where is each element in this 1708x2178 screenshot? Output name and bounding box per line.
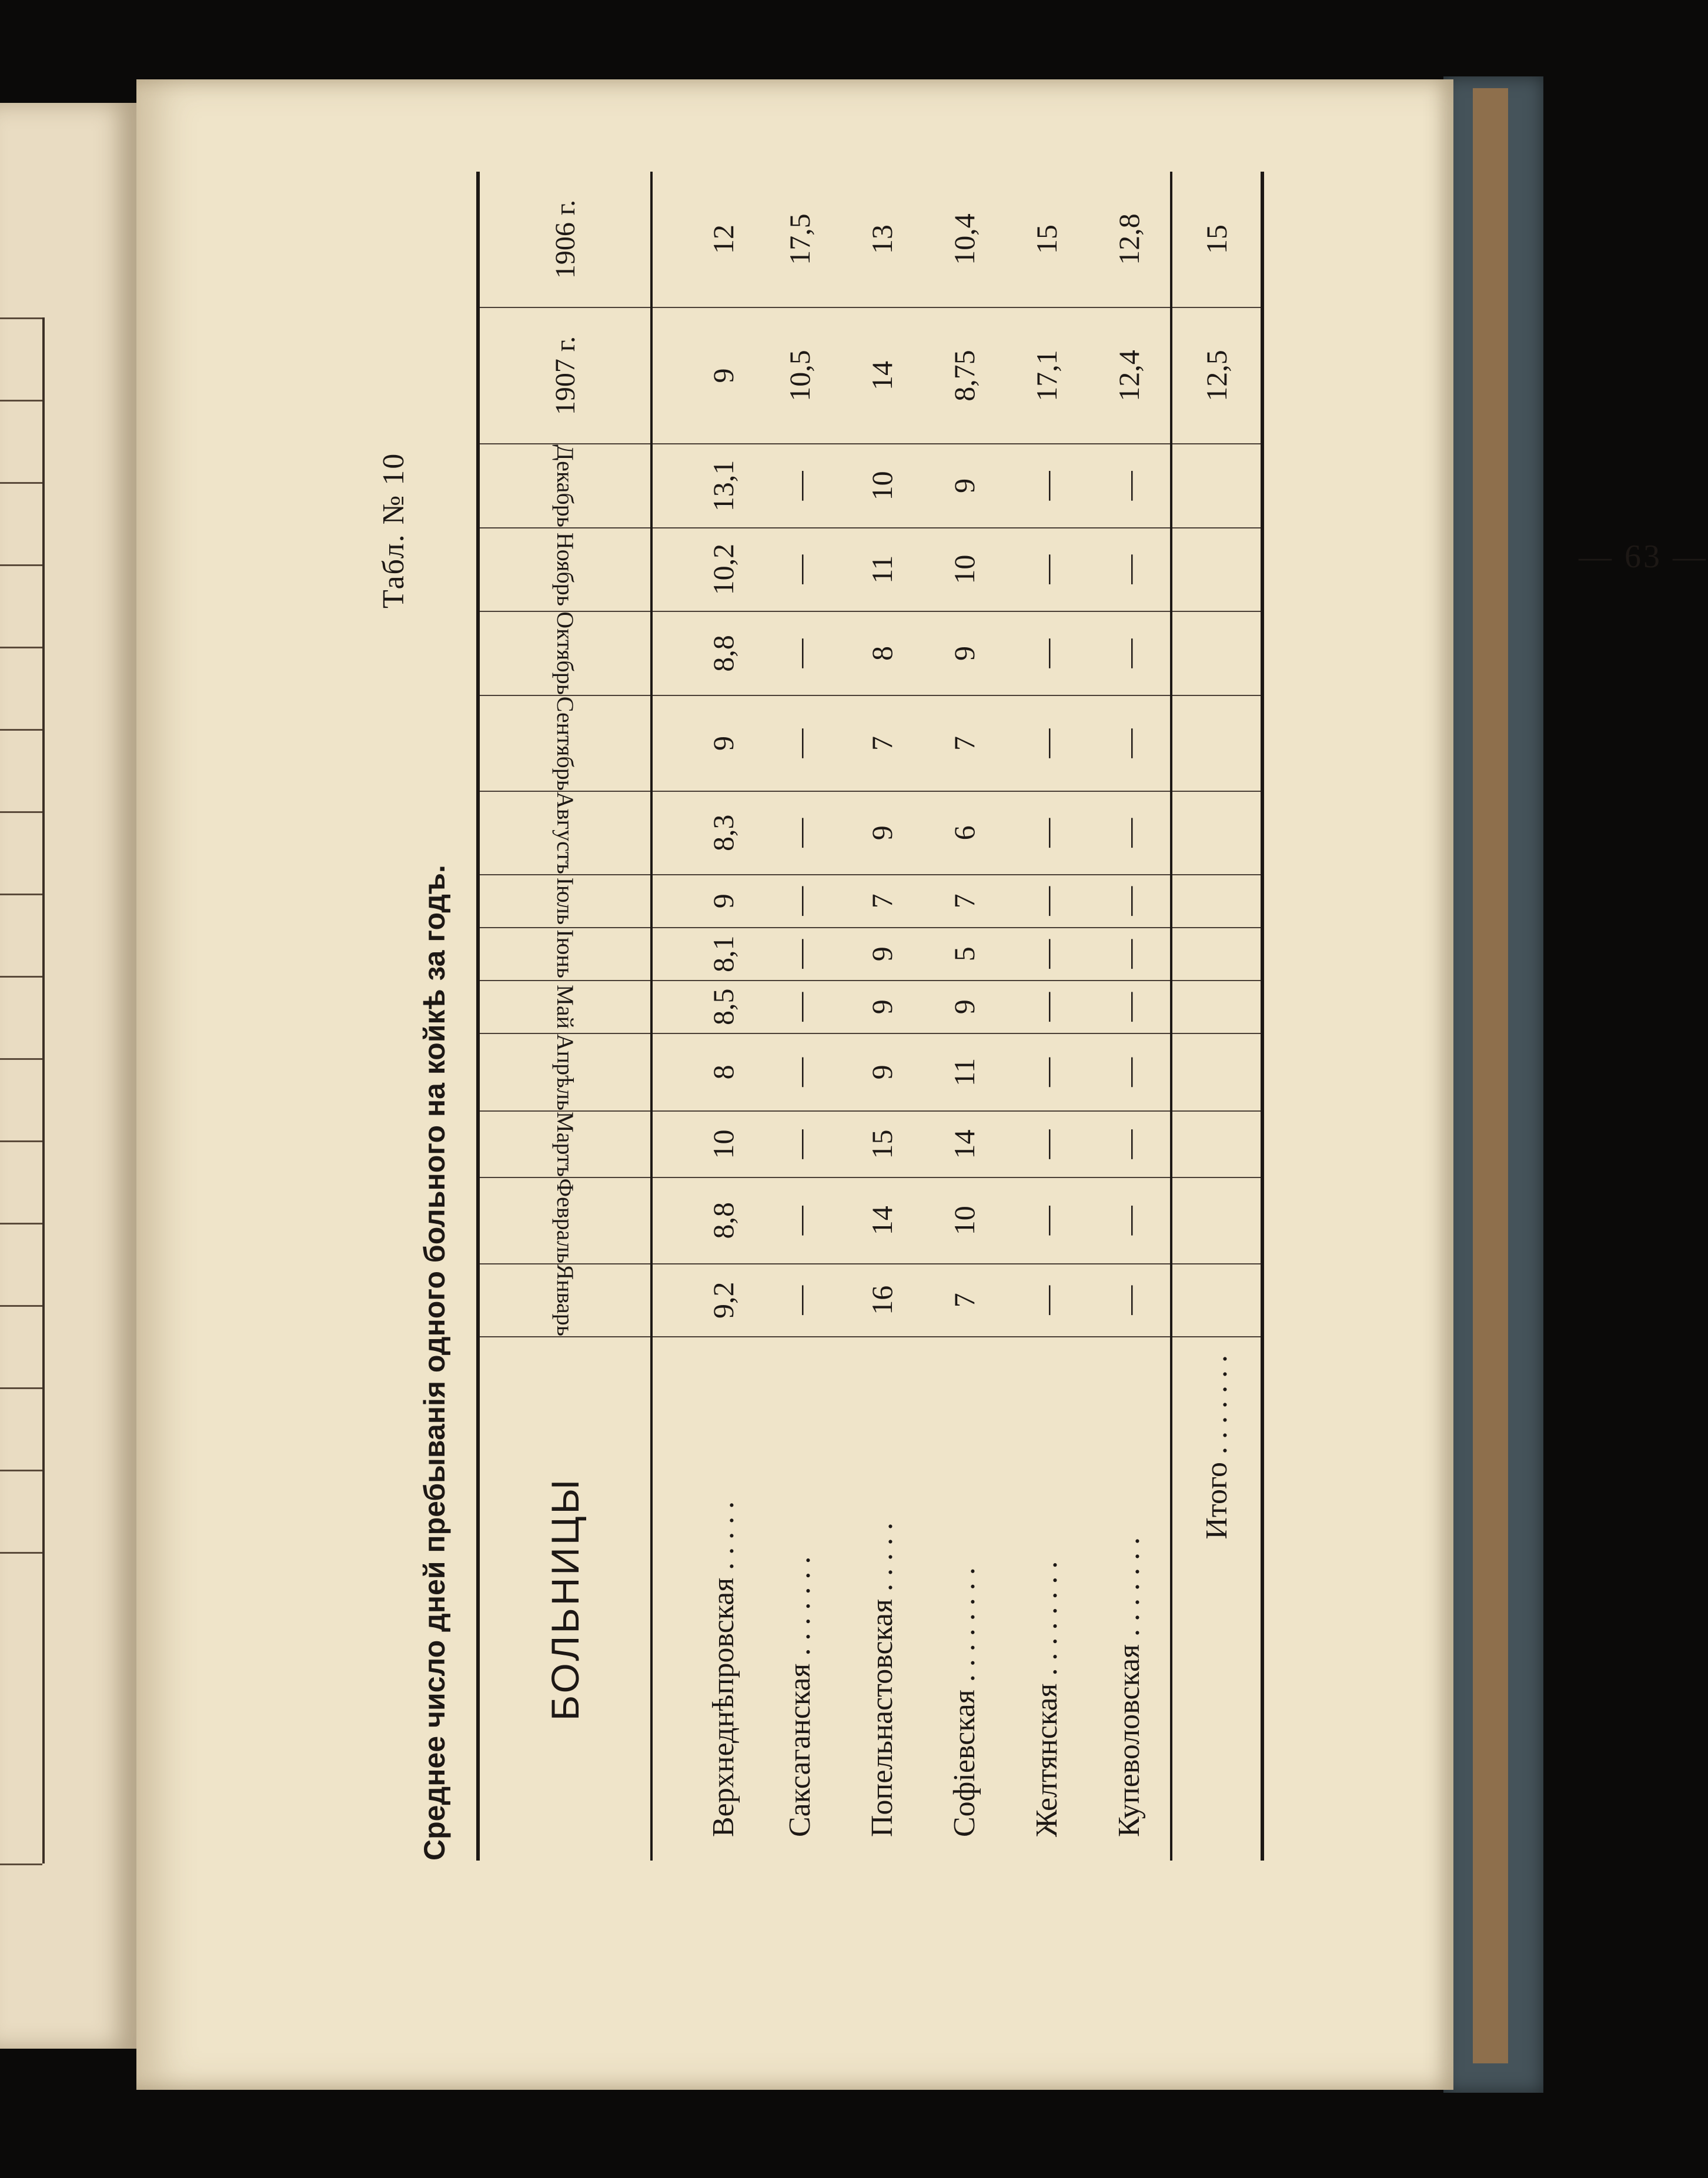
table-row: [651, 172, 758, 1861]
total-1907-value: 12,5: [1171, 307, 1262, 444]
hospital-name: Саксаганская . . . . . . .: [783, 1556, 817, 1837]
month-value: 7: [923, 695, 1005, 791]
left-page-rule: [0, 1058, 42, 1060]
month-header-label: Декабрь: [551, 444, 579, 527]
month-value: 8,8: [651, 1177, 758, 1264]
month-value: —: [1088, 981, 1171, 1033]
left-page-rule: [0, 729, 42, 731]
month-value: 9: [651, 695, 758, 791]
month-value: 9: [923, 611, 1005, 696]
month-value: 14: [841, 1177, 923, 1264]
month-value: —: [1005, 444, 1088, 528]
month-header-label: Февраль: [551, 1177, 579, 1263]
month-value: —: [1088, 1111, 1171, 1177]
month-header: [478, 791, 651, 875]
left-page-rule: [0, 1863, 42, 1865]
month-header-label: Сентябрь: [551, 696, 579, 791]
table-caption: Табл. № 10: [377, 452, 410, 608]
table-row: [923, 172, 1005, 1861]
month-value: —: [1088, 875, 1171, 928]
month-header-label: Августъ: [551, 791, 579, 874]
year-1906-value: 15: [1005, 172, 1088, 307]
month-value: —: [1088, 528, 1171, 611]
page-number: — 63 —: [1579, 538, 1708, 575]
month-value: 13,1: [651, 444, 758, 528]
hospital-column-header: [478, 1337, 651, 1861]
month-value: 15: [841, 1111, 923, 1177]
month-value: —: [1005, 1177, 1088, 1264]
month-value: —: [1005, 875, 1088, 928]
hospital-stay-table: [476, 172, 1264, 1861]
month-value: —: [1088, 444, 1171, 528]
empty-cell: [1171, 695, 1262, 791]
month-value: —: [758, 875, 841, 928]
month-value: —: [1088, 1033, 1171, 1111]
table-row: [841, 172, 923, 1861]
month-header: [478, 1111, 651, 1177]
year-1907-value: 12,4: [1088, 307, 1171, 444]
left-page-column-line: [42, 317, 45, 1863]
month-value: —: [1088, 695, 1171, 791]
hospital-name: Верхнеднѣпровская . . . . .: [706, 1501, 740, 1837]
month-value: 8: [841, 611, 923, 696]
hospital-header-label: БОЛЬНИЦЫ: [543, 1477, 587, 1721]
month-header: [478, 695, 651, 791]
hospital-name: Купеволовская . . . . . . .: [1112, 1537, 1146, 1837]
month-header-label: Мартъ: [551, 1112, 579, 1177]
month-value: 9: [841, 981, 923, 1033]
empty-cell: [1171, 981, 1262, 1033]
month-value: 7: [841, 875, 923, 928]
empty-cell: [1171, 875, 1262, 928]
left-page-rule: [0, 482, 42, 484]
left-page-rule: [0, 1470, 42, 1471]
month-value: —: [1005, 695, 1088, 791]
left-page-rule: [0, 976, 42, 978]
year-1907-value: 17,1: [1005, 307, 1088, 444]
month-value: —: [1088, 791, 1171, 875]
left-page-rule: [0, 647, 42, 648]
month-value: 10: [923, 528, 1005, 611]
month-value: 14: [923, 1111, 1005, 1177]
empty-cell: [1171, 1177, 1262, 1264]
month-value: 10,2: [651, 528, 758, 611]
month-value: 9: [923, 444, 1005, 528]
left-page-rule: [0, 1387, 42, 1389]
month-value: —: [758, 1111, 841, 1177]
empty-cell: [1171, 528, 1262, 611]
month-value: 8,5: [651, 981, 758, 1033]
empty-cell: [1171, 1111, 1262, 1177]
month-value: —: [758, 1177, 841, 1264]
year-1906-value: 12,8: [1088, 172, 1171, 307]
month-value: 9: [841, 928, 923, 981]
empty-cell: [1171, 1033, 1262, 1111]
month-header-label: Апрѣль: [551, 1033, 579, 1111]
month-value: 6: [923, 791, 1005, 875]
month-value: 8,3: [651, 791, 758, 875]
month-header: [478, 1264, 651, 1337]
year-1906-header: 1906 г.: [478, 172, 651, 307]
month-value: —: [1005, 611, 1088, 696]
month-value: —: [758, 1033, 841, 1111]
total-label: Итого . . . . . . .: [1171, 1337, 1262, 1861]
month-header: [478, 1177, 651, 1264]
month-value: 9: [841, 1033, 923, 1111]
book-page: [136, 79, 1708, 2090]
year-1907-value: 14: [841, 307, 923, 444]
month-header: [478, 528, 651, 611]
hospital-name: Попельнастовская . . . . .: [865, 1523, 899, 1837]
month-value: —: [1088, 1177, 1171, 1264]
table-row: [758, 172, 841, 1861]
month-value: —: [1005, 928, 1088, 981]
month-value: 9: [841, 791, 923, 875]
total-1906-value: 15: [1171, 172, 1262, 307]
month-value: 10: [923, 1177, 1005, 1264]
month-value: 10: [841, 444, 923, 528]
month-header: [478, 444, 651, 528]
month-value: 10: [651, 1111, 758, 1177]
month-header: [478, 981, 651, 1033]
month-header-label: Октябрь: [551, 611, 579, 695]
facing-left-page: [0, 103, 136, 2049]
month-value: 7: [923, 875, 1005, 928]
left-page-rule: [0, 1140, 42, 1142]
month-header: [478, 928, 651, 981]
month-header-label: Іюнь: [551, 929, 579, 979]
month-value: —: [758, 1264, 841, 1337]
left-page-rule: [0, 811, 42, 813]
month-header: [478, 875, 651, 928]
left-page-rule: [0, 1552, 42, 1554]
empty-cell: [1171, 928, 1262, 981]
month-value: —: [758, 611, 841, 696]
month-value: —: [1005, 1111, 1088, 1177]
month-value: 8: [651, 1033, 758, 1111]
hospital-name: Софіевская . . . . . . . .: [947, 1567, 981, 1837]
left-page-rule: [0, 564, 42, 566]
month-value: 7: [923, 1264, 1005, 1337]
table-row: [1088, 172, 1171, 1861]
month-value: —: [758, 981, 841, 1033]
month-value: —: [758, 444, 841, 528]
month-value: —: [1088, 611, 1171, 696]
left-page-rule: [0, 1223, 42, 1225]
left-page-rule: [0, 400, 42, 402]
empty-cell: [1171, 611, 1262, 696]
left-page-rule: [0, 1305, 42, 1307]
month-header: [478, 1033, 651, 1111]
empty-cell: [1171, 444, 1262, 528]
month-value: 9: [923, 981, 1005, 1033]
year-1907-value: 8,75: [923, 307, 1005, 444]
year-1906-value: 10,4: [923, 172, 1005, 307]
month-value: —: [1005, 981, 1088, 1033]
month-value: 9: [651, 875, 758, 928]
month-value: —: [758, 791, 841, 875]
month-value: 16: [841, 1264, 923, 1337]
table-row: [1005, 172, 1088, 1861]
month-header-label: Январь: [551, 1264, 579, 1336]
month-value: 8,8: [651, 611, 758, 696]
year-1906-value: 13: [841, 172, 923, 307]
month-value: —: [1005, 791, 1088, 875]
month-value: 11: [841, 528, 923, 611]
year-1906-value: 17,5: [758, 172, 841, 307]
month-value: 5: [923, 928, 1005, 981]
month-value: 8,1: [651, 928, 758, 981]
rotated-page-content: [376, 0, 1708, 1861]
month-value: —: [1005, 528, 1088, 611]
year-1907-header: 1907 г.: [478, 307, 651, 444]
empty-cell: [1171, 1264, 1262, 1337]
month-value: 11: [923, 1033, 1005, 1111]
left-page-rule: [0, 894, 42, 895]
month-value: —: [1005, 1264, 1088, 1337]
empty-cell: [1171, 791, 1262, 875]
month-header-label: Май: [551, 985, 579, 1029]
month-value: 7: [841, 695, 923, 791]
year-1907-value: 10,5: [758, 307, 841, 444]
left-page-rule: [0, 317, 42, 319]
month-header-label: Іюль: [551, 877, 579, 925]
month-value: —: [758, 695, 841, 791]
month-value: 9,2: [651, 1264, 758, 1337]
hospital-name: Желтянская . . . . . . . .: [1030, 1561, 1064, 1837]
month-value: —: [1005, 1033, 1088, 1111]
table-title: Среднее число дней пребыванія одного больного на койкѣ за годъ.: [418, 865, 451, 1861]
table-header-row: [478, 172, 651, 1861]
month-value: —: [758, 928, 841, 981]
month-header: [478, 611, 651, 696]
month-value: —: [758, 528, 841, 611]
month-header-label: Ноябрь: [551, 533, 579, 607]
year-1907-value: 9: [651, 307, 758, 444]
year-1906-value: 12: [651, 172, 758, 307]
month-value: —: [1088, 1264, 1171, 1337]
total-row: [1171, 172, 1262, 1861]
month-value: —: [1088, 928, 1171, 981]
